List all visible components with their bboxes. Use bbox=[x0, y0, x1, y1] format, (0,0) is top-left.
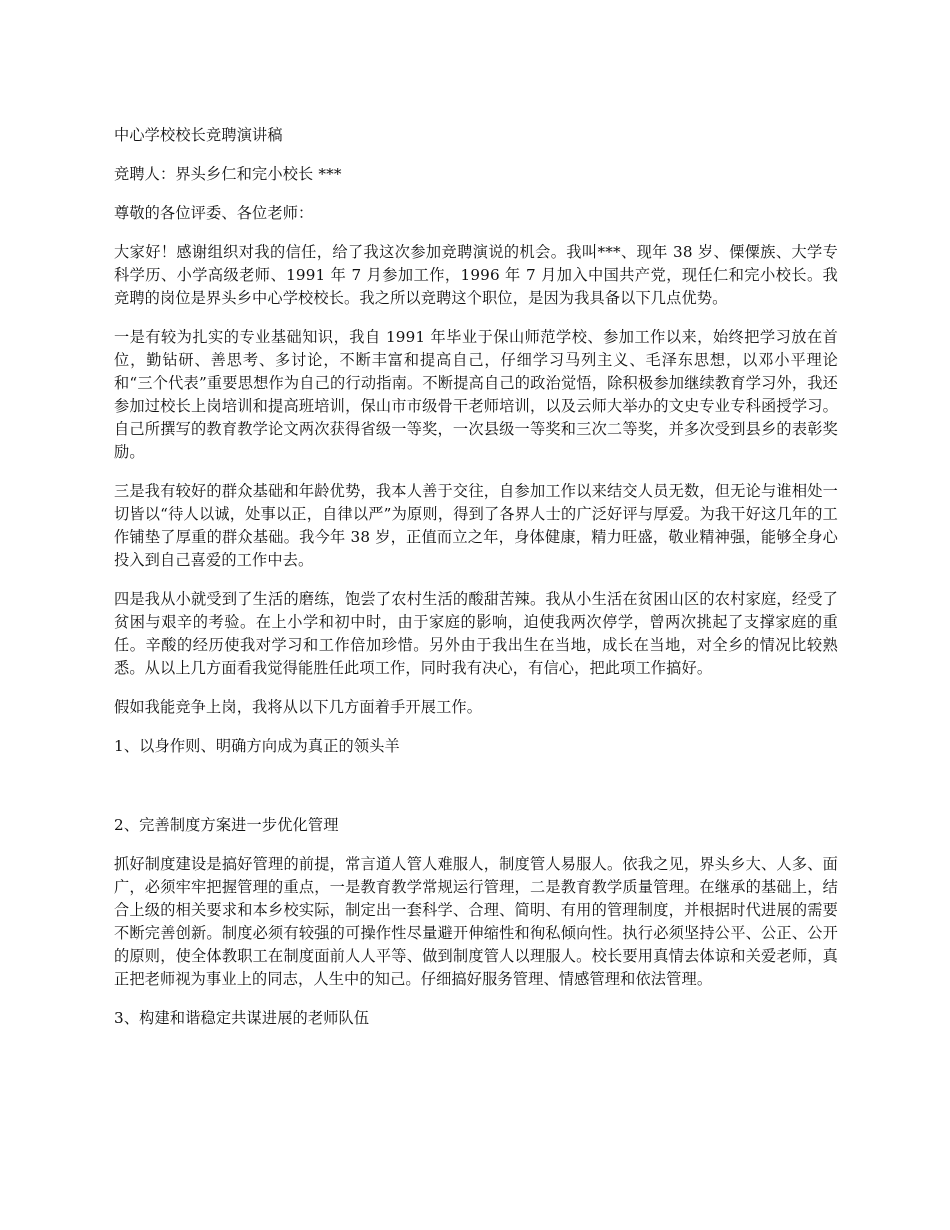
paragraph-advantage-1: 一是有较为扎实的专业基础知识，我自 1991 年毕业于保山师范学校、参加工作以来，始终把学习放在首位，勤钻研、善思考、多讨论，不断丰富和提高自己，仔细学习马列主义、毛泽东思想，以邓小平理论和“三个代表”重要思想作为自己的行动指南。不断提高自己的政治觉悟，除积极参加继续教育学习外，我还参加过校长上岗培训和提高班培训，保山市市级骨干老师培训，以及云师大举办的文史专业专科函授学习。自己所撰写的教育教学论文两次获得省级一等奖，一次县级一等奖和三次二等奖，并多次受到县乡的表彰奖励。 bbox=[114, 328, 838, 461]
salutation: 尊敬的各位评委、各位老师： bbox=[114, 204, 314, 222]
section-2-body: 抓好制度建设是搞好管理的前提，常言道人管人难服人，制度管人易服人。依我之见，界头乡大、人多、面广，必须牢牢把握管理的重点，一是教育教学常规运行管理，二是教育教学质量管理。在继承的基础上，结合上级的相关要求和本乡校实际，制定出一套科学、合理、简明、有用的管理制度，并根据时代进展的需要不断完善创新。制度必须有较强的可操作性尽量避开伸缩性和徇私倾向性。执行必须坚持公平、公正、公开的原则，使全体教职工在制度面前人人平等、做到制度管人以理服人。校长要用真情去体谅和关爱老师，真正把老师视为事业上的同志，人生中的知己。仔细搞好服务管理、情感管理和依法管理。 bbox=[114, 855, 838, 988]
document-page bbox=[114, 124, 838, 1046]
candidate-line: 竞聘人：界头乡仁和完小校长 *** bbox=[114, 165, 342, 183]
paragraph-advantage-4: 四是我从小就受到了生活的磨练，饱尝了农村生活的酸甜苦辣。我从小生活在贫困山区的农村家庭，经受了贫困与艰辛的考验。在上小学和初中时，由于家庭的影响，迫使我两次停学，曾两次挑起了支撑家庭的重任。辛酸的经历使我对学习和工作倍加珍惜。另外由于我出生在当地，成长在当地，对全乡的情况比较熟悉。从以上几方面看我觉得能胜任此项工作，同时我有决心，有信心，把此项工作搞好。 bbox=[114, 590, 838, 677]
section-heading-2: 2、完善制度方案进一步优化管理 bbox=[114, 816, 339, 834]
section-heading-3: 3、构建和谐稳定共谋进展的老师队伍 bbox=[114, 1009, 370, 1027]
paragraph-transition: 假如我能竞争上岗，我将从以下几方面着手开展工作。 bbox=[114, 698, 483, 716]
blank-spacer bbox=[114, 774, 838, 814]
paragraph-intro: 大家好！感谢组织对我的信任，给了我这次参加竞聘演说的机会。我叫***、现年 38 岁、傈僳族、大学专科学历、小学高级老师、1991 年 7 月参加工作，1996 年 7 月加入中国共产党，现任仁和完小校长。我竞聘的岗位是界头乡中心学校校长。我之所以竞聘这个职位，是因为我具备以下几点优势。 bbox=[114, 243, 838, 307]
section-heading-1: 1、以身作则、明确方向成为真正的领头羊 bbox=[114, 737, 400, 755]
document-title: 中心学校校长竞聘演讲稿 bbox=[114, 126, 283, 144]
paragraph-advantage-3: 三是我有较好的群众基础和年龄优势，我本人善于交往，自参加工作以来结交人员无数，但无论与谁相处一切皆以“待人以诚，处事以正，自律以严”为原则，得到了各界人士的广泛好评与厚爱。为我干好这几年的工作铺垫了厚重的群众基础。我今年 38 岁，正值而立之年，身体健康，精力旺盛，敬业精神强，能够全身心投入到自己喜爱的工作中去。 bbox=[114, 482, 838, 569]
